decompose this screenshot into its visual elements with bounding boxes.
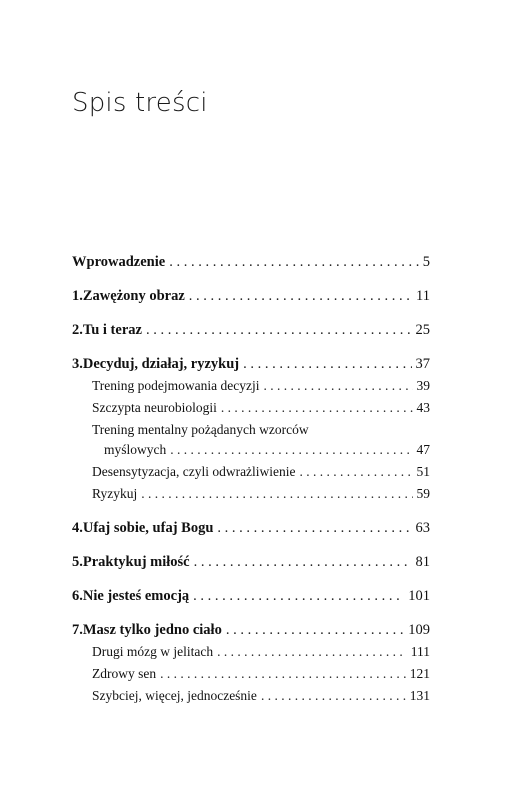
toc-entry-chapter-4[interactable] bbox=[72, 520, 430, 542]
toc-entry-page: 11 bbox=[416, 288, 430, 304]
toc-subentry-label: Zdrowy sen bbox=[92, 666, 157, 681]
toc-subentry[interactable] bbox=[92, 378, 430, 400]
chapter-number: 7. bbox=[72, 622, 83, 638]
leader-dots bbox=[300, 464, 413, 480]
toc-subentry[interactable] bbox=[92, 400, 430, 422]
toc-entry-chapter-7[interactable] bbox=[72, 622, 430, 644]
toc-subentry-label: Trening mentalny pożądanych wzorców bbox=[92, 422, 309, 437]
leader-dots bbox=[194, 554, 412, 571]
chapter-number: 5. bbox=[72, 554, 83, 570]
toc-subentry-label: Ryzykuj bbox=[92, 486, 138, 501]
toc-entry-chapter-5[interactable] bbox=[72, 554, 430, 576]
chapter-number: 2. bbox=[72, 322, 83, 338]
toc-subentry-label: Trening podejmowania decyzji bbox=[92, 378, 260, 393]
toc-entry-chapter-1[interactable] bbox=[72, 288, 430, 310]
toc-entry-label: Nie jesteś emocją bbox=[82, 588, 190, 604]
toc-entry-page: 5 bbox=[422, 254, 430, 270]
leader-dots bbox=[261, 688, 406, 704]
chapter-number: 4. bbox=[72, 520, 83, 536]
toc-entry-page: 25 bbox=[415, 322, 430, 338]
toc-entry-page: 51 bbox=[416, 464, 430, 479]
toc-entry-label: Praktykuj miłość bbox=[82, 554, 190, 570]
toc-entry-page: 131 bbox=[409, 688, 430, 703]
leader-dots bbox=[189, 288, 412, 305]
toc-subentry[interactable] bbox=[92, 666, 430, 688]
toc-entry-page: 43 bbox=[416, 400, 430, 415]
toc-entry-label: Decyduj, działaj, ryzykuj bbox=[82, 356, 240, 372]
toc-subentry[interactable] bbox=[92, 486, 430, 508]
toc-subentry-label-continued: myślowych bbox=[104, 442, 167, 457]
leader-dots bbox=[141, 486, 412, 502]
toc-subentry-label: Szczypta neurobiologii bbox=[92, 400, 217, 415]
toc-entry-page: 109 bbox=[408, 622, 430, 638]
leader-dots bbox=[217, 520, 411, 537]
leader-dots bbox=[243, 356, 411, 373]
toc-entry-label: Zawężony obraz bbox=[82, 288, 185, 304]
leader-dots bbox=[221, 400, 413, 416]
chapter-number: 6. bbox=[72, 588, 83, 604]
leader-dots bbox=[146, 322, 412, 339]
toc-entry-page: 39 bbox=[416, 378, 430, 393]
toc-entry-page: 81 bbox=[415, 554, 430, 570]
toc-entry-page: 101 bbox=[408, 588, 430, 604]
leader-dots bbox=[193, 588, 404, 605]
toc-entry-chapter-2[interactable] bbox=[72, 322, 430, 344]
leader-dots bbox=[160, 666, 406, 682]
toc-subentry-label: Szybciej, więcej, jednocześnie bbox=[92, 688, 257, 703]
leader-dots bbox=[170, 442, 412, 458]
toc-subentry[interactable] bbox=[92, 644, 430, 666]
toc-entry-chapter-3[interactable] bbox=[72, 356, 430, 378]
toc-entry-page: 59 bbox=[416, 486, 430, 501]
toc-entry-label: Wprowadzenie bbox=[72, 254, 166, 270]
toc-entry-label: Tu i teraz bbox=[82, 322, 142, 338]
leader-dots bbox=[217, 644, 407, 660]
toc-entry-page: 47 bbox=[416, 442, 430, 457]
page-title: Spis treści bbox=[72, 88, 208, 118]
toc-entry-page: 63 bbox=[415, 520, 430, 536]
toc-subentry-line-1[interactable] bbox=[92, 422, 430, 444]
toc-subentry-label: Desensytyzacja, czyli odwrażliwienie bbox=[92, 464, 296, 479]
toc-entry-label: Masz tylko jedno ciało bbox=[82, 622, 222, 638]
toc-subentry-line-2[interactable] bbox=[92, 442, 430, 464]
toc-entry-page: 37 bbox=[415, 356, 430, 372]
leader-dots bbox=[226, 622, 404, 639]
leader-dots bbox=[263, 378, 412, 394]
chapter-number: 3. bbox=[72, 356, 83, 372]
toc-entry-label: Ufaj sobie, ufaj Bogu bbox=[82, 520, 214, 536]
toc-entry-introduction[interactable] bbox=[72, 254, 430, 276]
toc-subentry-label: Drugi mózg w jelitach bbox=[92, 644, 214, 659]
toc-entry-chapter-6[interactable] bbox=[72, 588, 430, 610]
toc-entry-page: 111 bbox=[410, 644, 430, 659]
toc-subentry[interactable] bbox=[92, 688, 430, 710]
toc-subentry[interactable] bbox=[92, 464, 430, 486]
leader-dots bbox=[169, 254, 419, 271]
chapter-number: 1. bbox=[72, 288, 83, 304]
toc-entry-page: 121 bbox=[409, 666, 430, 681]
